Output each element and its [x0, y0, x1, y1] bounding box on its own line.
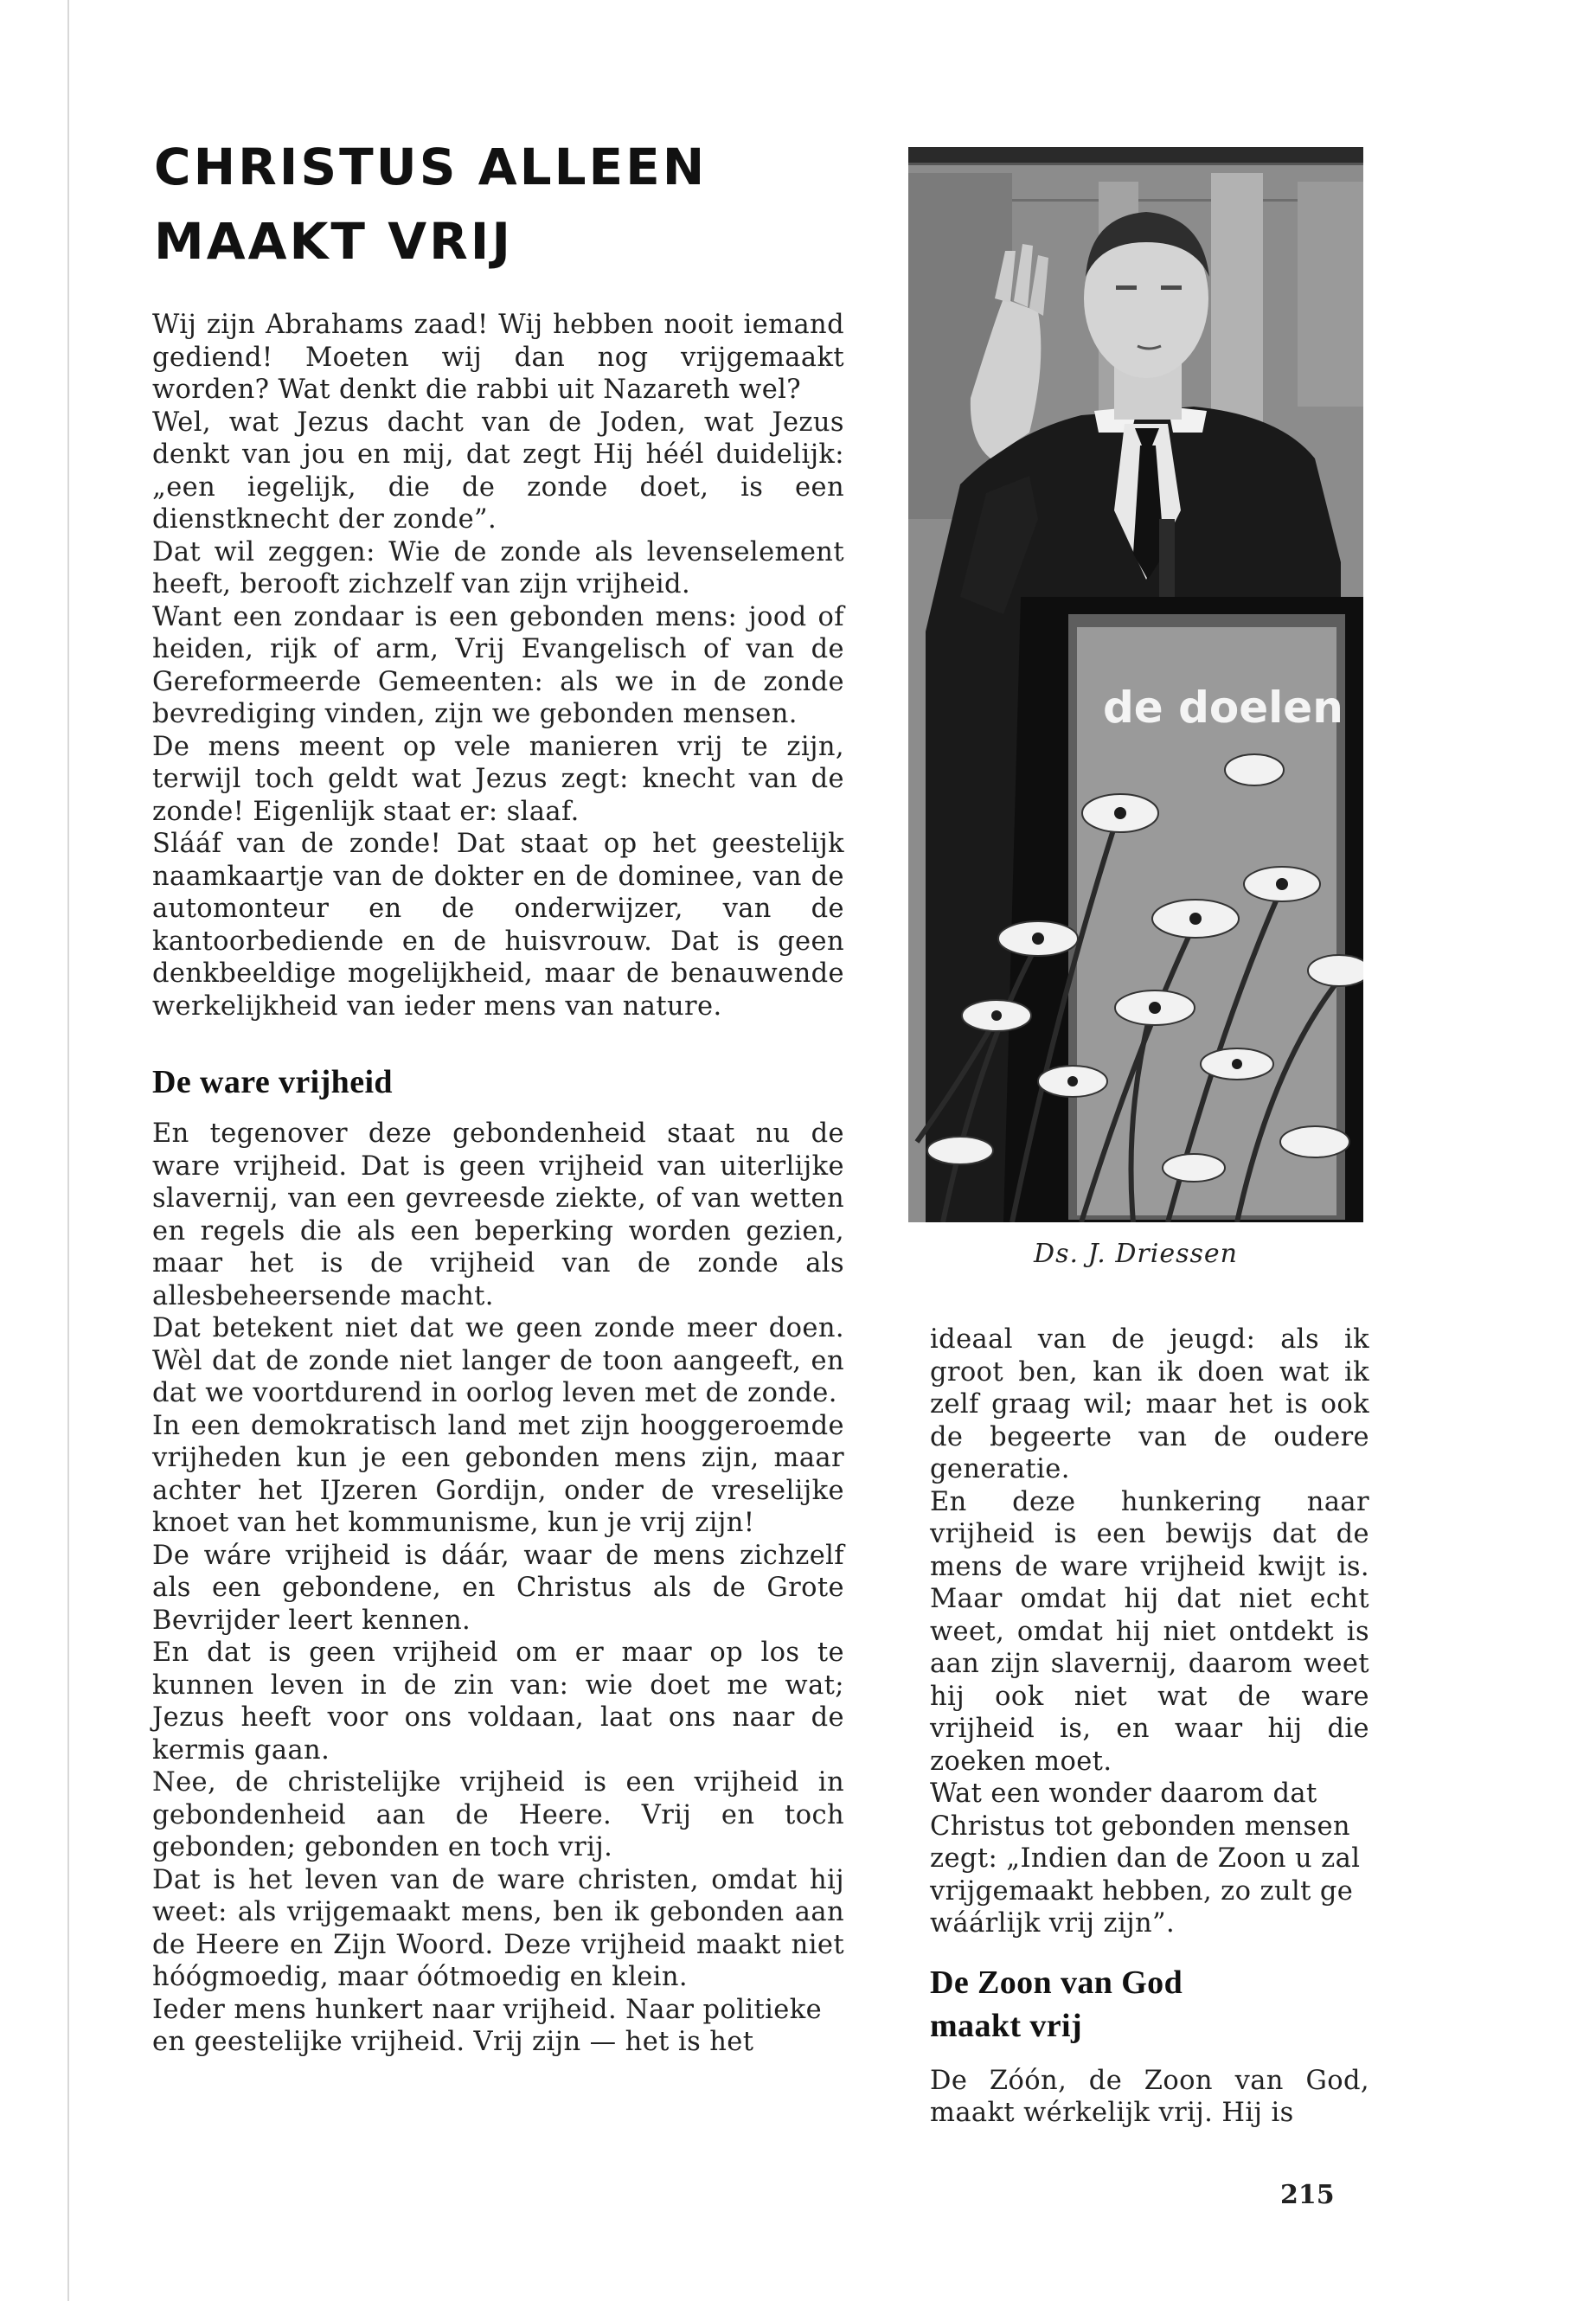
photo-caption: Ds. J. Driessen: [1034, 1239, 1238, 1269]
section-heading-line-1: De Zoon van God: [930, 1964, 1183, 2001]
section-paragraph-6: Nee, de christelijke vrijheid is een vrijheid in gebondenheid aan de Heere. Vrij en toch gebonden; gebonden en toch vrij.: [152, 1767, 844, 1862]
article-title-line-2: MAAKT VRIJ: [154, 212, 513, 271]
intro-paragraph-1: Wij zijn Abrahams zaad! Wij hebben nooit iemand gediend! Moeten wij dan nog vrijgemaakt worden? Wat denkt die rabbi uit Nazareth wel?: [152, 310, 844, 405]
page-number: 215: [1280, 2180, 1335, 2210]
podium-sign-text: de doelen: [1103, 683, 1343, 733]
intro-paragraph-2: Wel, wat Jezus dacht van de Joden, wat Jezus denkt van jou en mij, dat zegt Hij héél duidelijk: „een iegelijk, die de zonde doet, is een dienstknecht der zonde”.: [152, 407, 844, 535]
article-title-line-1: CHRISTUS ALLEEN: [154, 138, 708, 196]
page-edge-line: [67, 0, 69, 2301]
right-paragraph-1: ideaal van de jeugd: als ik groot ben, kan ik doen wat ik zelf graag wil; maar het is ook de begeerte van de oudere generatie.: [930, 1324, 1369, 1484]
right-column: [930, 1324, 1369, 2130]
section-paragraph-7: Dat is het leven van de ware christen, omdat hij weet: als vrijgemaakt mens, ben ik gebonden aan de Heere en Zijn Woord. Deze vrijheid maakt niet hóógmoedig, maar óótmoedig en klein.: [152, 1864, 844, 1992]
section-paragraph-3: In een demokratisch land met zijn hooggeroemde vrijheden kun je een gebonden mens zijn, maar achter het IJzeren Gordijn, onder de vreselijke knoet van het kommunisme, kun je vrij zijn!: [152, 1410, 844, 1538]
section-heading-ware-vrijheid: De ware vrijheid: [152, 1064, 393, 1100]
intro-paragraph-6: Slááf van de zonde! Dat staat op het geestelijk naamkaartje van de dokter en de dominee, van de automonteur en de onderwijzer, van de kantoorbediende en de huisvrouw. Dat is geen denkbeeldige mogelijkheid, maar de benauwende werkelijkheid van ieder mens van nature.: [152, 829, 844, 1022]
section-paragraph-4: De wáre vrijheid is dáár, waar de mens zichzelf als een gebondene, en Christus als de Grote Bevrijder leert kennen.: [152, 1540, 844, 1636]
left-column: [152, 309, 844, 2059]
intro-paragraph-3: Dat wil zeggen: Wie de zonde als levenselement heeft, berooft zichzelf van zijn vrijheid.: [152, 536, 844, 599]
right-paragraph-3: Wat een wonder daarom dat Christus tot gebonden mensen zegt: „Indien dan de Zoon u zal vrijgemaakt hebben, zo zult ge wáárlijk vrij zijn”.: [930, 1779, 1361, 1939]
section-heading-line-2: maakt vrij: [930, 2007, 1083, 2044]
section-paragraph-1: En tegenover deze gebondenheid staat nu de ware vrijheid. Dat is geen vrijheid van uiterlijke slavernij, van een gevreesde ziekte, of van wetten en regels die als een beperking worden gezien, maar het is de vrijheid van de zonde als allesbeheersende macht.: [152, 1118, 844, 1311]
section-paragraph-8: Ieder mens hunkert naar vrijheid. Naar politieke en geestelijke vrijheid. Vrij zijn — het is het: [152, 1994, 823, 2057]
article-title: [154, 130, 707, 279]
right-paragraph-2: En deze hunkering naar vrijheid is een bewijs dat de mens de ware vrijheid kwijt is. Maar omdat hij dat niet echt weet, omdat hij niet ontdekt is aan zijn slavernij, daarom weet hij ook niet wat de ware vrijheid is, en waar hij die zoeken moet.: [930, 1486, 1369, 1777]
intro-paragraph-5: De mens meent op vele manieren vrij te zijn, terwijl toch geldt wat Jezus zegt: knecht van de zonde! Eigenlijk staat er: slaaf.: [152, 731, 844, 827]
right-paragraph-4: De Zóón, de Zoon van God, maakt wérkelijk vrij. Hij is: [930, 2065, 1369, 2128]
intro-paragraph-4: Want een zondaar is een gebonden mens: jood of heiden, rijk of arm, Vrij Evangelisch of van de Gereformeerde Gemeenten: als we in de zonde bevrediging vinden, zijn we gebonden mensen.: [152, 601, 844, 729]
section-paragraph-2: Dat betekent niet dat we geen zonde meer doen. Wèl dat de zonde niet langer de toon aangeeft, en dat we voortdurend in oorlog leven met de zonde.: [152, 1313, 844, 1408]
section-heading-zoon-van-god: [930, 1961, 1369, 2048]
speaker-photo: [908, 147, 1363, 1222]
section-paragraph-5: En dat is geen vrijheid om er maar op los te kunnen leven in de zin van: wie doet me wat; Jezus heeft voor ons voldaan, laat ons naar de kermis gaan.: [152, 1638, 844, 1766]
